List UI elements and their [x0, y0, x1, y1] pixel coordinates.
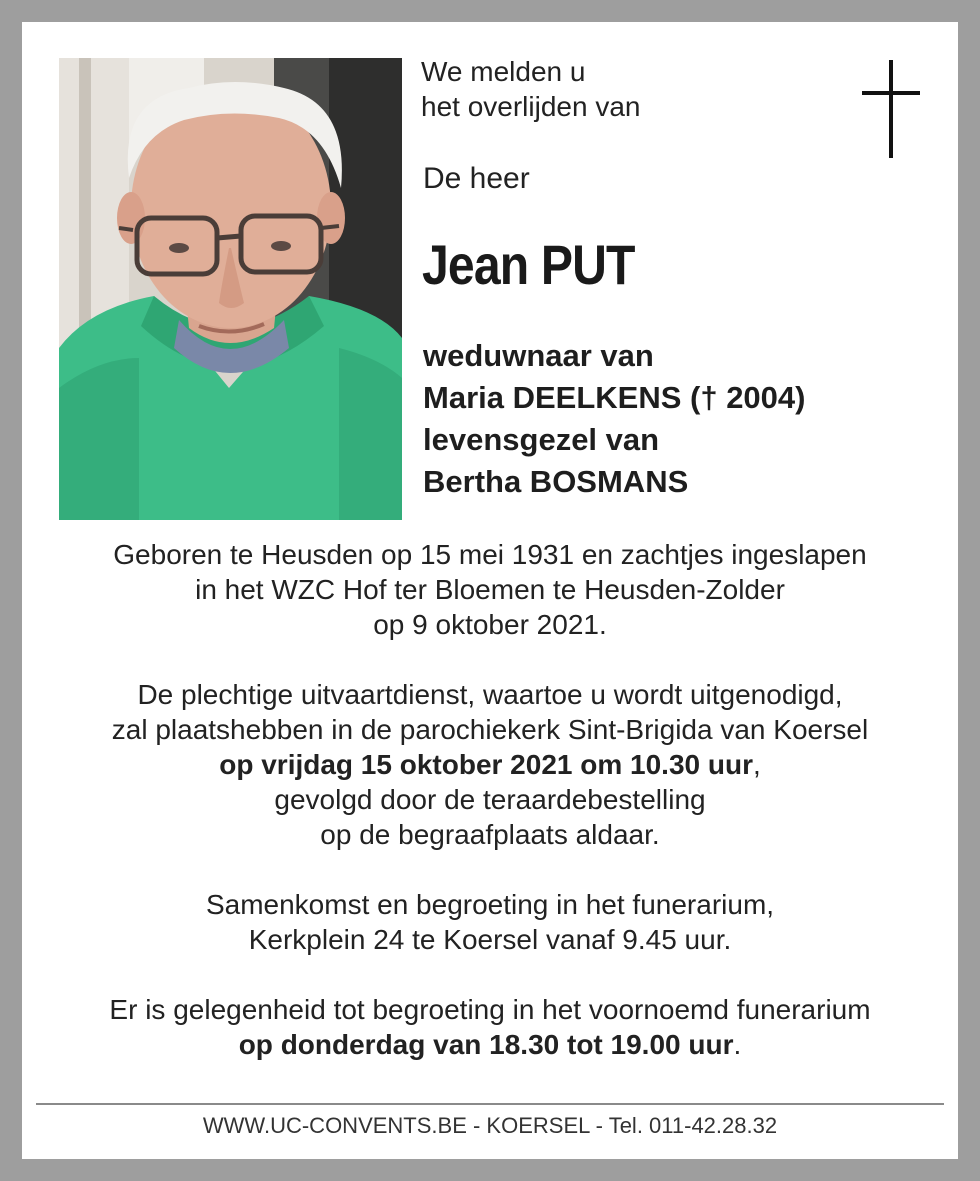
deceased-name: Jean PUT: [422, 233, 635, 296]
funeral-line: op de begraafplaats aldaar.: [320, 819, 660, 850]
gathering-paragraph: [22, 887, 958, 957]
birth-line: in het WZC Hof ter Bloemen te Heusden-Zolder: [195, 574, 785, 605]
relation-line: levensgezel van: [423, 422, 660, 457]
intro-line: We melden u: [421, 56, 586, 87]
relation-line: Bertha BOSMANS: [423, 464, 689, 499]
obituary-card: [22, 22, 958, 1159]
footer-divider: [36, 1103, 944, 1105]
honorific-title: De heer: [423, 162, 530, 195]
funeral-line: gevolgd door de teraardebestelling: [274, 784, 706, 815]
visitation-time: op donderdag van 18.30 tot 19.00 uur: [238, 1029, 734, 1060]
funeral-date-suffix: ,: [752, 749, 761, 780]
birth-paragraph: [22, 537, 958, 642]
birth-line: Geboren te Heusden op 15 mei 1931 en zachtjes ingeslapen: [113, 539, 867, 570]
gathering-line: Samenkomst en begroeting in het funerarium,: [205, 889, 775, 920]
intro-line: het overlijden van: [421, 91, 641, 122]
latin-cross-icon: [862, 60, 920, 163]
funeral-line: De plechtige uitvaartdienst, waartoe u wordt uitgenodigd,: [137, 679, 843, 710]
gathering-line: Kerkplein 24 te Koersel vanaf 9.45 uur.: [248, 924, 732, 955]
funeral-date-line: [22, 747, 958, 782]
visitation-time-suffix: .: [733, 1029, 742, 1060]
footer-contact: WWW.UC-CONVENTS.BE - KOERSEL - Tel. 011-42.28.32: [202, 1113, 778, 1138]
portrait-photo: [59, 58, 402, 520]
visitation-paragraph: [22, 992, 958, 1062]
visitation-line: Er is gelegenheid tot begroeting in het voornoemd funerarium: [109, 994, 871, 1025]
relation-line: Maria DEELKENS († 2004): [423, 380, 806, 415]
funeral-paragraph: [22, 677, 958, 852]
relation-line: weduwnaar van: [423, 338, 654, 373]
obituary-body: [22, 537, 958, 1097]
relations-block: [423, 335, 805, 503]
visitation-time-line: [22, 1027, 958, 1062]
funeral-line: zal plaatshebben in de parochiekerk Sint-Brigida van Koersel: [111, 714, 869, 745]
birth-line: op 9 oktober 2021.: [373, 609, 607, 640]
funeral-date: op vrijdag 15 oktober 2021 om 10.30 uur: [219, 749, 753, 780]
intro-text: [421, 54, 640, 124]
